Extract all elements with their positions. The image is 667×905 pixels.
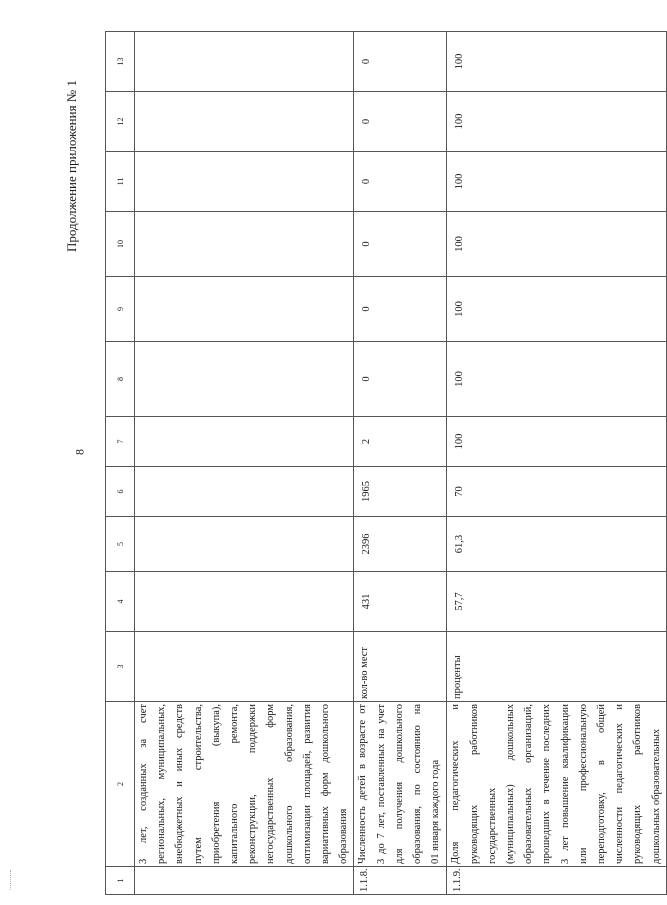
column-header: 12 xyxy=(106,92,135,152)
indicator-name-line: оптимизации площадей, развития xyxy=(301,704,313,864)
unit-of-measure: проценты xyxy=(447,632,666,702)
table-row xyxy=(447,32,666,895)
scan-edge-mark xyxy=(10,870,14,890)
column-header: 2 xyxy=(106,702,135,867)
value-cell: 70 xyxy=(447,467,666,517)
indicator-name-line: руководящих работников xyxy=(468,704,480,864)
indicator-name-line: образовательных организаций, xyxy=(523,704,535,864)
indicator-name-line: или профессиональную xyxy=(577,704,589,864)
value-cell: 431 xyxy=(354,572,447,632)
unit-of-measure: кол-во мест xyxy=(354,632,447,702)
value-cell xyxy=(135,342,354,417)
column-header: 3 xyxy=(106,632,135,702)
indicator-name-line: капитального ремонта, xyxy=(229,704,241,864)
value-cell xyxy=(135,467,354,517)
indicator-name-line: реконструкции, поддержки xyxy=(247,704,259,864)
value-cell xyxy=(135,212,354,277)
value-cell: 0 xyxy=(354,342,447,417)
value-cell: 100 xyxy=(447,152,666,212)
column-header: 1 xyxy=(106,867,135,895)
value-cell: 100 xyxy=(447,32,666,92)
value-cell xyxy=(135,572,354,632)
column-header: 13 xyxy=(106,32,135,92)
indicator-name-line: путем строительства, xyxy=(192,704,204,864)
indicator-name-line: (муниципальных) дошкольных xyxy=(505,704,517,864)
appendix-title: Продолжение приложения № 1 xyxy=(64,80,79,252)
value-cell: 61,3 xyxy=(447,517,666,572)
indicator-name-line: 01 января каждого года xyxy=(430,759,442,864)
indicator-name-line: Доля педагогических и xyxy=(450,704,462,864)
rotated-table-container xyxy=(105,32,662,895)
indicator-name-line: внебюджетных и иных средств xyxy=(174,704,186,864)
value-cell: 100 xyxy=(447,417,666,467)
indicator-name-line: образования xyxy=(338,808,350,864)
table-row xyxy=(354,32,447,895)
column-header: 6 xyxy=(106,467,135,517)
column-header: 11 xyxy=(106,152,135,212)
row-code: 1.1.8. xyxy=(354,867,447,895)
value-cell xyxy=(135,517,354,572)
header-row xyxy=(106,32,135,895)
indicator-name-line: региональных, муниципальных, xyxy=(156,704,168,864)
indicator-name-line: дошкольного образования, xyxy=(283,704,295,864)
indicator-name xyxy=(135,702,354,867)
value-cell: 1965 xyxy=(354,467,447,517)
value-cell: 100 xyxy=(447,342,666,417)
indicator-name-line: для получения дошкольного xyxy=(393,704,405,864)
page-number: 8 xyxy=(72,449,87,455)
indicator-name-line: дошкольных образовательных xyxy=(650,728,662,864)
indicator-name-line: государственных xyxy=(486,787,498,864)
value-cell xyxy=(135,92,354,152)
indicator-name-line: 3 лет, созданных за счет xyxy=(138,704,149,864)
column-header: 5 xyxy=(106,517,135,572)
row-code: 1.1.9. xyxy=(447,867,666,895)
value-cell: 2396 xyxy=(354,517,447,572)
indicator-name-line: вариативных форм дошкольного xyxy=(320,704,332,864)
column-header: 10 xyxy=(106,212,135,277)
indicator-name-line: образования, по состоянию на xyxy=(412,704,424,864)
value-cell: 57,7 xyxy=(447,572,666,632)
unit-of-measure xyxy=(135,632,354,702)
value-cell: 100 xyxy=(447,277,666,342)
column-header: 8 xyxy=(106,342,135,417)
value-cell xyxy=(135,277,354,342)
value-cell: 0 xyxy=(354,92,447,152)
indicator-name-line: 3 до 7 лет, поставленных на учет xyxy=(375,704,387,864)
indicator-table xyxy=(105,31,667,895)
value-cell: 0 xyxy=(354,277,447,342)
value-cell xyxy=(135,417,354,467)
value-cell: 100 xyxy=(447,212,666,277)
column-header: 9 xyxy=(106,277,135,342)
indicator-name-line: руководящих работников xyxy=(632,704,644,864)
indicator-name-line: численности педагогических и xyxy=(614,704,626,864)
row-code xyxy=(135,867,354,895)
value-cell: 100 xyxy=(447,92,666,152)
value-cell xyxy=(135,32,354,92)
indicator-name-line: Численность детей в возрасте от xyxy=(357,704,369,864)
indicator-name-line: переподготовку, в общей xyxy=(596,704,608,864)
value-cell: 0 xyxy=(354,152,447,212)
indicator-name-line: прошедших в течение последних xyxy=(541,704,553,864)
value-cell: 2 xyxy=(354,417,447,467)
indicator-name-line: 3 лет повышение квалификации xyxy=(559,704,571,864)
indicator-name-line: приобретения (выкупа), xyxy=(210,704,222,864)
column-header: 7 xyxy=(106,417,135,467)
indicator-name-line: негосударственных форм xyxy=(265,704,277,864)
indicator-name xyxy=(354,702,447,867)
value-cell: 0 xyxy=(354,212,447,277)
indicator-name xyxy=(447,702,666,867)
value-cell: 0 xyxy=(354,32,447,92)
table-row xyxy=(135,32,354,895)
column-header: 4 xyxy=(106,572,135,632)
value-cell xyxy=(135,152,354,212)
